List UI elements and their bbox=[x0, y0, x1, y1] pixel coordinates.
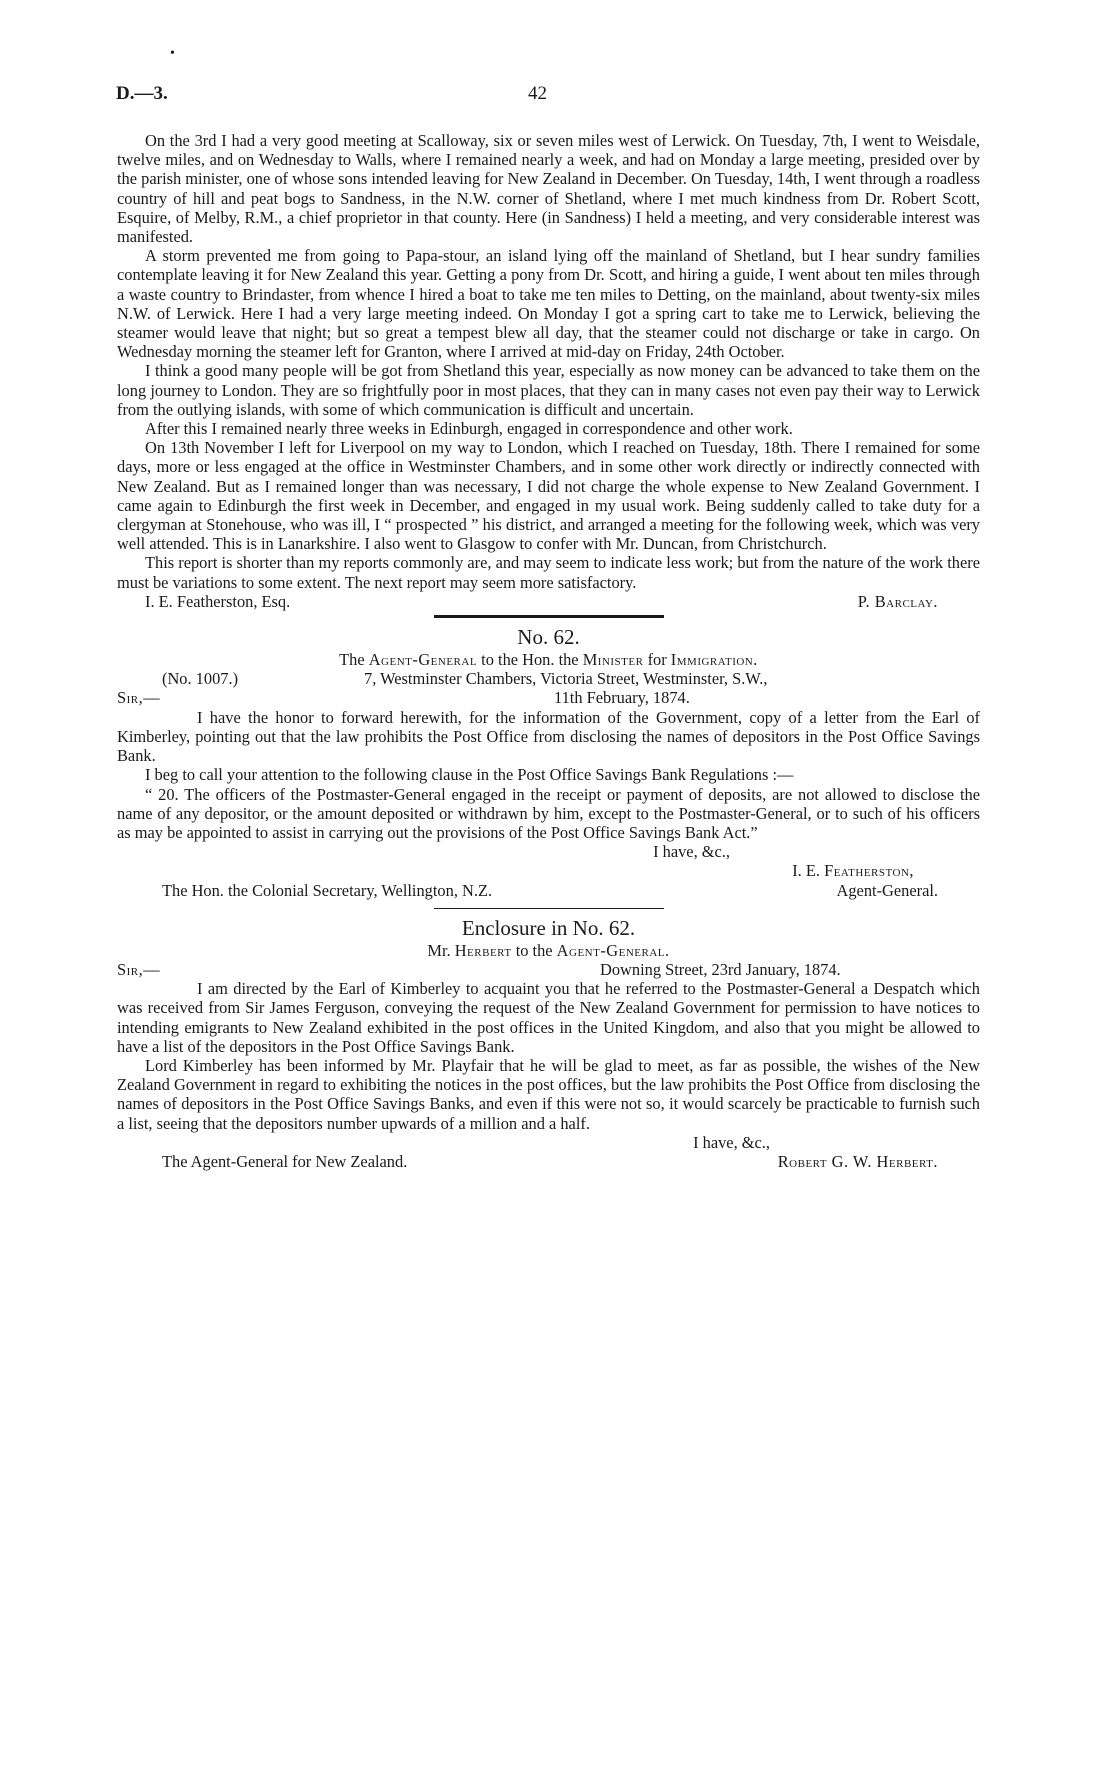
enclosure-addressee: The Agent-General for New Zealand. bbox=[162, 1151, 408, 1171]
report-section bbox=[117, 131, 980, 1171]
enclosure-subtitle-to: Agent-General. bbox=[556, 940, 670, 960]
letter-paragraph: I beg to call your attention to the following clause in the Post Office Savings Bank Regulations :— bbox=[145, 765, 794, 785]
subtitle-dept: Immigration. bbox=[670, 650, 758, 670]
enclosure-salutation-row bbox=[117, 960, 980, 979]
signer-initials: I. E. bbox=[792, 861, 820, 881]
report-addressee: I. E. Featherston, Esq. bbox=[145, 591, 291, 611]
enclosure-subtitle-mid: to the bbox=[515, 940, 553, 960]
letter-addressee: The Hon. the Colonial Secretary, Wellington, N.Z. bbox=[162, 880, 493, 900]
letter-subtitle bbox=[117, 650, 980, 669]
letter-salutation: Sir,— bbox=[117, 688, 161, 708]
report-paragraph: On 13th November I left for Liverpool on my way to London, which I reached on Tuesday, 18th. There I remained for some days, more or less engaged at the office in Westminster Chambers, and in some other work directly or indirectly connected with New Zealand. But as I remained longer than was necessary, I did not charge the whole expense to New Zealand Government. I came again to Edinburgh the first week in December, and engaged in my usual work. Being suddenly called to take duty for a clergyman at Stonehouse, who was ill, I “ prospected ” his district, and arranged a meeting for the following week, which was very well attended. This is in Lanarkshire. I also went to Glasgow to confer with Mr. Duncan, from Christchurch. bbox=[117, 438, 980, 554]
enclosure-footer-row bbox=[117, 1152, 980, 1171]
report-paragraph: On the 3rd I had a very good meeting at Scalloway, six or seven miles west of Lerwick. On Tuesday, 7th, I went to Weisdale, twelve miles, and on Wednesday to Walls, where I remained nearly a week, and had on Monday a large meeting, presided over by the parish minister, one of whose sons intended leaving for New Zealand in December. On Tuesday, 14th, I went through a roadless country of hill and peat bogs to Sandness, in the N.W. corner of Shetland, where I met much kindness from Dr. Robert Scott, Esquire, of Melby, R.M., a chief proprietor in that county. Here (in Sandness) I held a meeting, and very considerable interest was manifested. bbox=[117, 131, 980, 247]
enclosure-subtitle-pre: Mr. bbox=[427, 940, 451, 960]
letter-date: 11th February, 1874. bbox=[554, 688, 690, 708]
enclosure-subtitle-from: Herbert bbox=[454, 940, 512, 960]
subtitle-from: Agent-General bbox=[368, 650, 478, 670]
enclosure-subtitle bbox=[117, 941, 980, 960]
letter-paragraph: I have the honor to forward herewith, for the information of the Government, copy of a letter from the Earl of Kimberley, pointing out that the law prohibits the Post Office from disclosing the names of depositors in the Post Office Savings Bank. bbox=[117, 707, 980, 766]
enclosure-paragraph: Lord Kimberley has been informed by Mr. Playfair that he will be glad to meet, as far as possible, the wishes of the New Zealand Government in regard to exhibiting the notices in the post offices, but the law prohibits the Post Office from disclosing the names of depositors in the Post Office Savings Banks, and even if this were not so, it would scarcely be practicable to furnish such a list, seeing that the depositors number upwards of a million and a half. bbox=[117, 1055, 980, 1133]
report-signature: P. Barclay. bbox=[857, 591, 938, 611]
report-paragraph: I think a good many people will be got from Shetland this year, especially as now money can be advanced to take them on the long journey to London. They are so frightfully poor in most places, that they can in many cases not even pay their way to Lerwick from the outlying islands, with some of which communication is difficult and uncertain. bbox=[117, 361, 980, 419]
page-number: 42 bbox=[528, 83, 547, 104]
letter-number: (No. 1007.) bbox=[162, 669, 239, 689]
report-paragraph: After this I remained nearly three weeks in Edinburgh, engaged in correspondence and other work. bbox=[145, 419, 793, 439]
letter-signer bbox=[117, 861, 980, 880]
report-paragraph: A storm prevented me from going to Papa-stour, an island lying off the mainland of Shetland, but I hear sundry families contemplate leaving it for New Zealand this year. Getting a pony from Dr. Scott, and hiring a guide, I went about ten miles through a waste country to Brindaster, from whence I hired a boat to take me ten miles to Detting, on the mainland, about twenty-six miles N.W. of Lerwick. Here I had a very large meeting indeed. On Monday I got a spring cart to take me to Lerwick, believing the steamer would leave that night; but so great a tempest blew all day, that the steamer could not discharge or take in cargo. On Wednesday morning the steamer left for Granton, where I arrived at mid-day on Friday, 24th October. bbox=[117, 246, 980, 362]
subtitle-pre: The bbox=[339, 650, 365, 670]
subtitle-mid: to the Hon. the bbox=[481, 650, 579, 670]
report-signature-row bbox=[117, 592, 980, 611]
letter-closing: I have, &c., bbox=[653, 842, 730, 862]
document-reference: D.—3. bbox=[116, 83, 168, 104]
letter-quote: “ 20. The officers of the Postmaster-General engaged in the receipt or payment of deposits, are not allowed to disclose the name of any depositor, or the amount deposited or withdrawn by him, except to the Postmaster-General, or to such of his officers as may be appointed to assist in carrying out the provisions of the Post Office Savings Bank Act.” bbox=[117, 784, 980, 842]
report-paragraph: This report is shorter than my reports commonly are, and may seem to indicate less work; but from the nature of the work there must be variations to some extent. The next report may seem more satisfactory. bbox=[117, 553, 980, 592]
enclosure-salutation: Sir,— bbox=[117, 959, 161, 979]
enclosure-date: Downing Street, 23rd January, 1874. bbox=[600, 959, 841, 979]
letter-signer-title: Agent-General. bbox=[836, 880, 938, 900]
signer-name: Featherston, bbox=[824, 861, 914, 881]
letter-footer-row bbox=[117, 881, 980, 900]
section-divider bbox=[434, 615, 664, 618]
section-divider bbox=[434, 908, 664, 909]
stray-mark: • bbox=[170, 46, 175, 61]
subtitle-to: Minister bbox=[582, 650, 644, 670]
letter-title: No. 62. bbox=[517, 625, 580, 650]
letter-salutation-row bbox=[117, 688, 980, 707]
enclosure-closing: I have, &c., bbox=[693, 1132, 770, 1152]
letter-address: 7, Westminster Chambers, Victoria Street, Westminster, S.W., bbox=[364, 669, 768, 689]
letter-number-row bbox=[117, 669, 980, 688]
enclosure-paragraph: I am directed by the Earl of Kimberley to acquaint you that he referred to the Postmaster-General a Despatch which was received from Sir James Ferguson, conveying the request of the New Zealand Government for permission to have notices to intending emigrants to New Zealand exhibited in the post offices in the United Kingdom, and also that you might be allowed to have a list of the depositors in the Post Office Savings Bank. bbox=[117, 979, 980, 1056]
enclosure-title: Enclosure in No. 62. bbox=[461, 915, 636, 940]
enclosure-signature: Robert G. W. Herbert. bbox=[777, 1151, 938, 1171]
subtitle-for: for bbox=[647, 650, 667, 670]
